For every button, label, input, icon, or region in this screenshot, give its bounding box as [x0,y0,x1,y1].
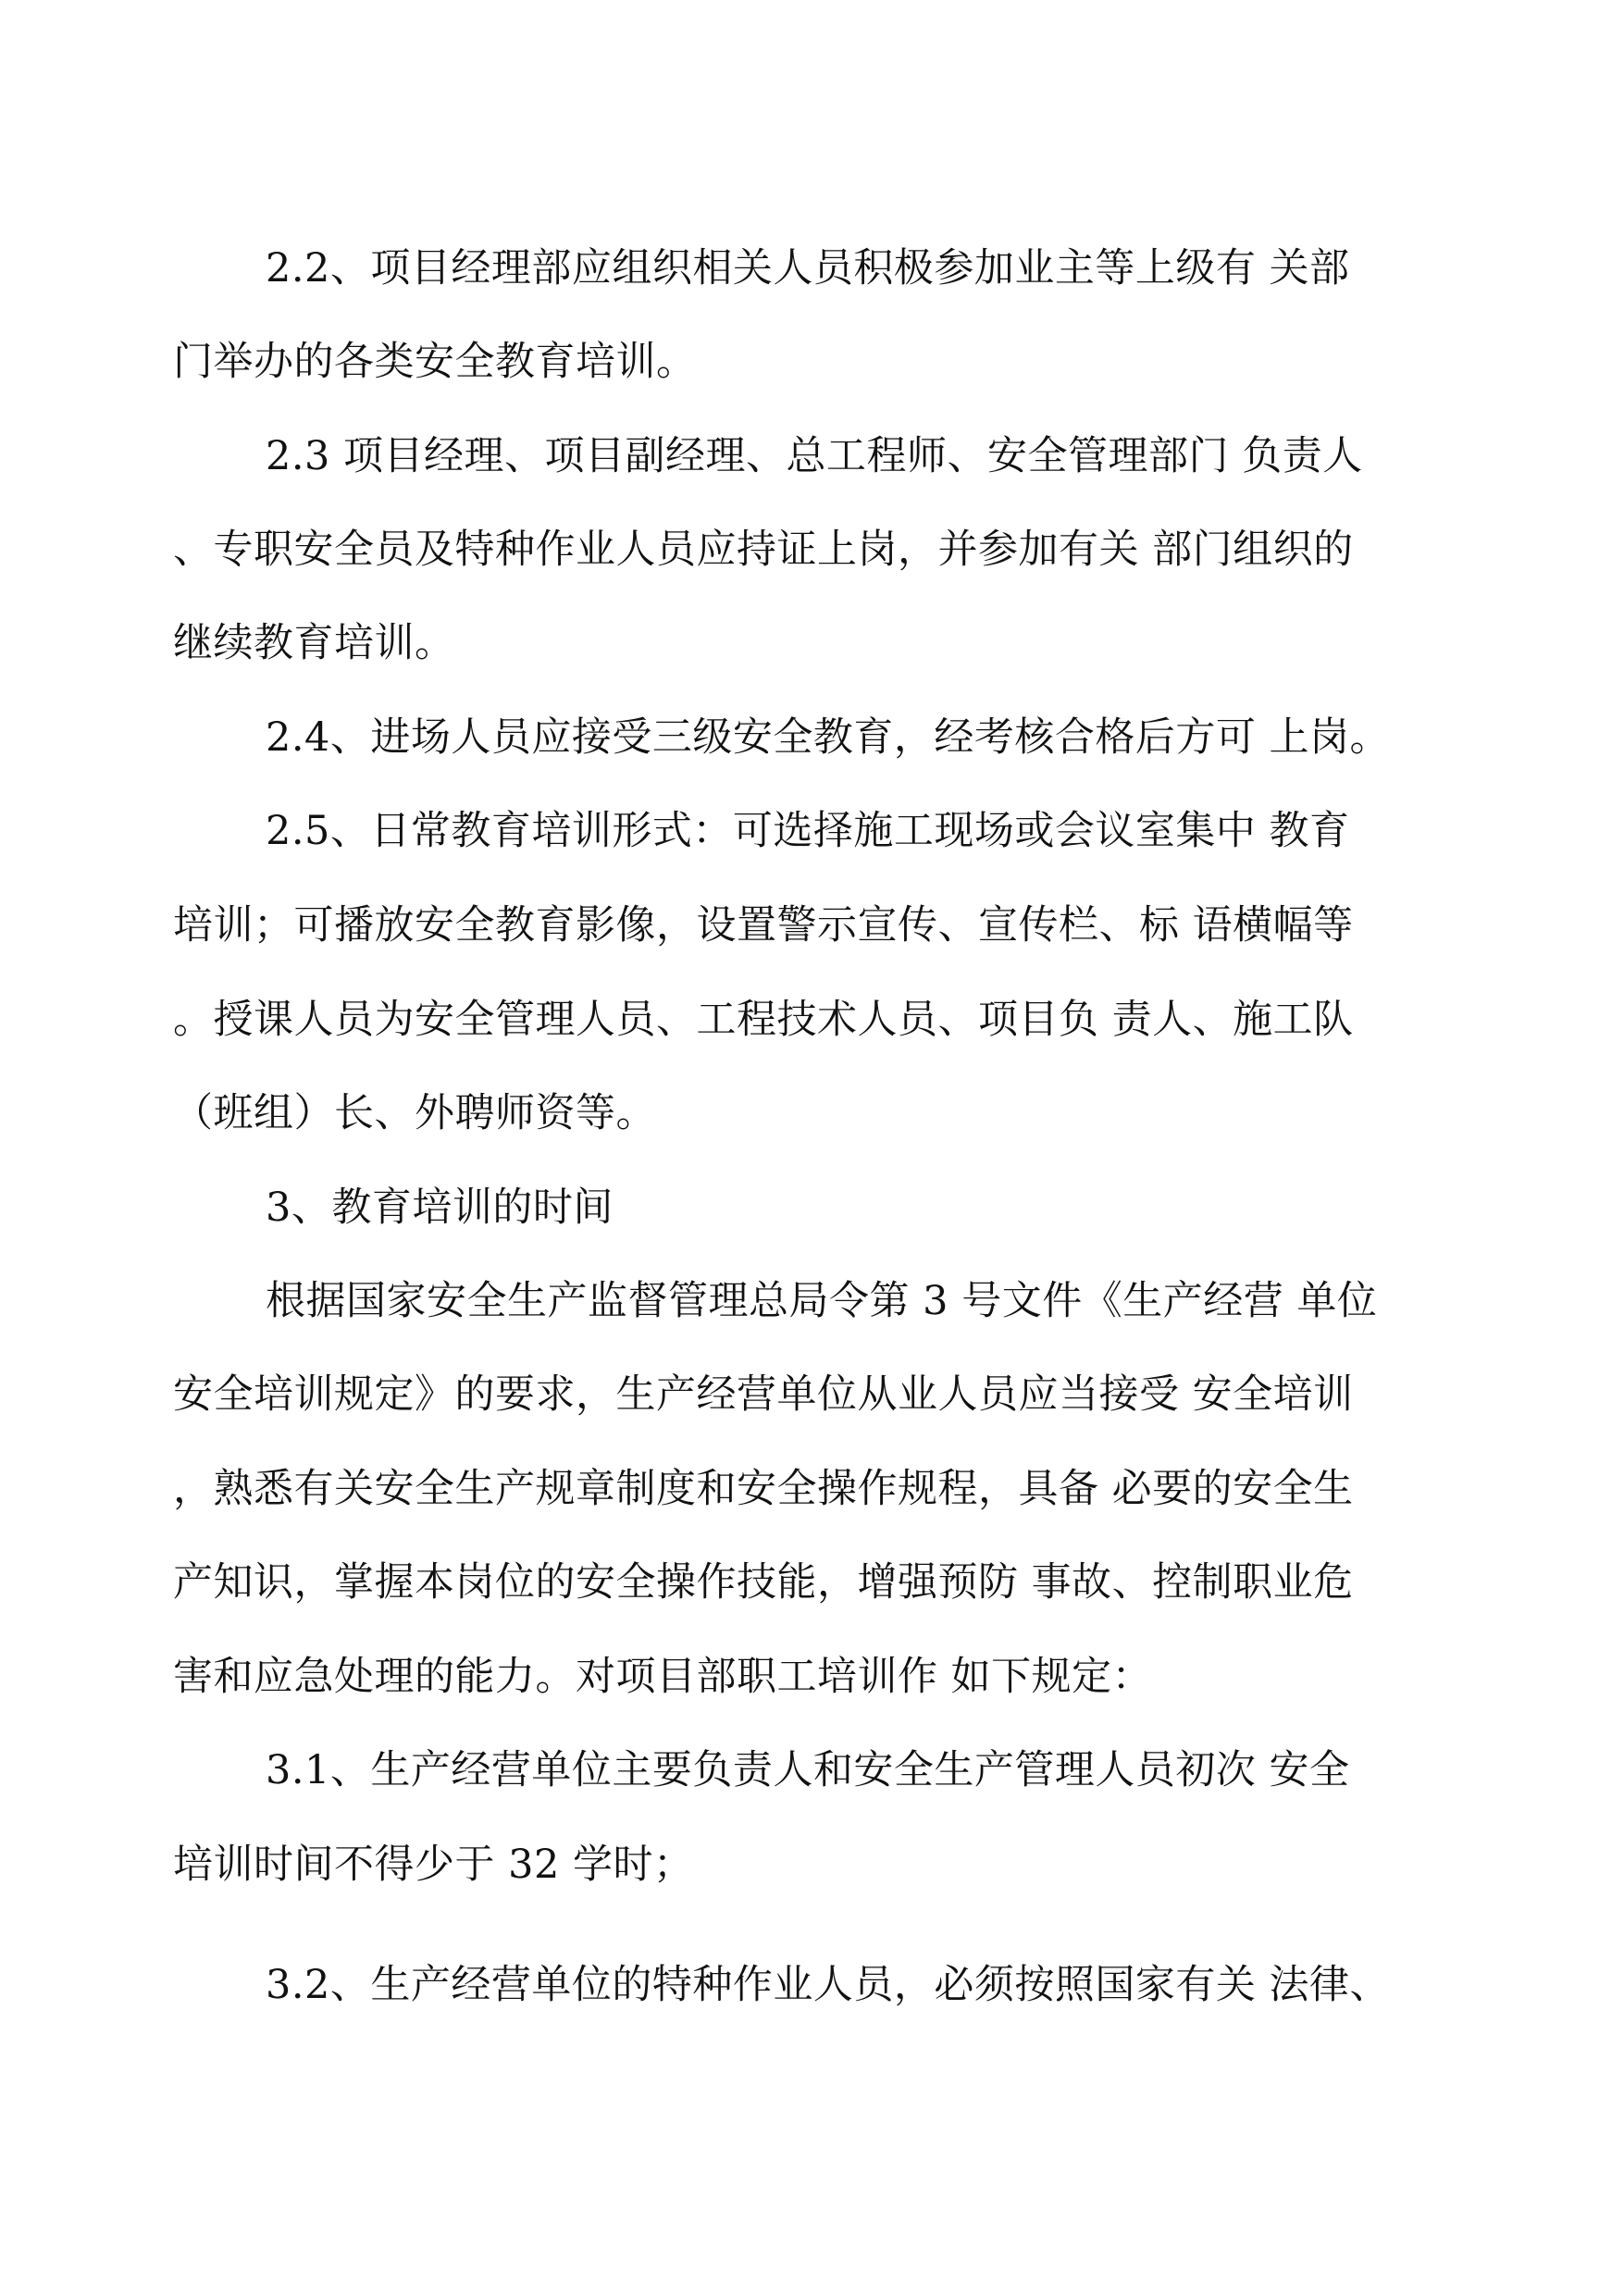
paragraph-3-intro-line-1: 根据国家安全生产监督管理总局令第 3 号文件《生产经营 单位 [266,1278,1378,1324]
paragraph-3-1-line-2: 培训时间不得少于 32 学时； [173,1842,694,1888]
paragraph-3-2-line-1: 3.2、生产经营单位的特种作业人员，必须按照国家有关 法律、 [266,1962,1391,2008]
paragraph-3-intro-line-4: 产知识，掌握本岗位的安全操作技能，增强预防 事故、控制职业危 [173,1559,1354,1606]
paragraph-2-5-line-3: 。授课人员为安全管理人员、工程技术人员、项目负 责人、施工队 [173,997,1354,1043]
paragraph-2-5-line-2: 培训；可播放安全教育影像，设置警示宣传、宣传栏、标 语横幅等 [173,902,1354,949]
paragraph-2-5-line-1: 2.5、日常教育培训形式：可选择施工现场或会议室集中 教育 [266,808,1350,854]
paragraph-3-intro-line-3: ，熟悉有关安全生产规章制度和安全操作规程，具备 必要的安全生 [173,1466,1354,1512]
paragraph-2-5-line-4: （班组）长、外聘师资等。 [173,1090,656,1136]
paragraph-2-3-line-1: 2.3 项目经理、项目副经理、总工程师、安全管理部门 负责人 [266,433,1363,479]
paragraph-3-intro-line-2: 安全培训规定》的要求，生产经营单位从业人员应当接受 安全培训 [173,1371,1354,1418]
paragraph-3-1-line-1: 3.1、生产经营单位主要负责人和安全生产管理人员初次 安全 [266,1747,1350,1793]
paragraph-2-3-line-3: 继续教育培训。 [173,620,455,666]
paragraph-2-4-line-1: 2.4、进场人员应接受三级安全教育，经考核合格后方可 上岗。 [266,714,1391,761]
paragraph-2-2-line-2: 门举办的各类安全教育培训。 [173,339,697,385]
paragraph-2-2-line-1: 2.2、项目经理部应组织相关人员积极参加业主等上级有 关部 [266,245,1350,292]
paragraph-2-3-line-2: 、专职安全员及特种作业人员应持证上岗，并参加有关 部门组织的 [173,527,1354,573]
section-3-heading: 3、教育培训的时间 [266,1185,614,1231]
paragraph-3-intro-line-5: 害和应急处理的能力。对项目部职工培训作 如下规定： [173,1654,1153,1700]
